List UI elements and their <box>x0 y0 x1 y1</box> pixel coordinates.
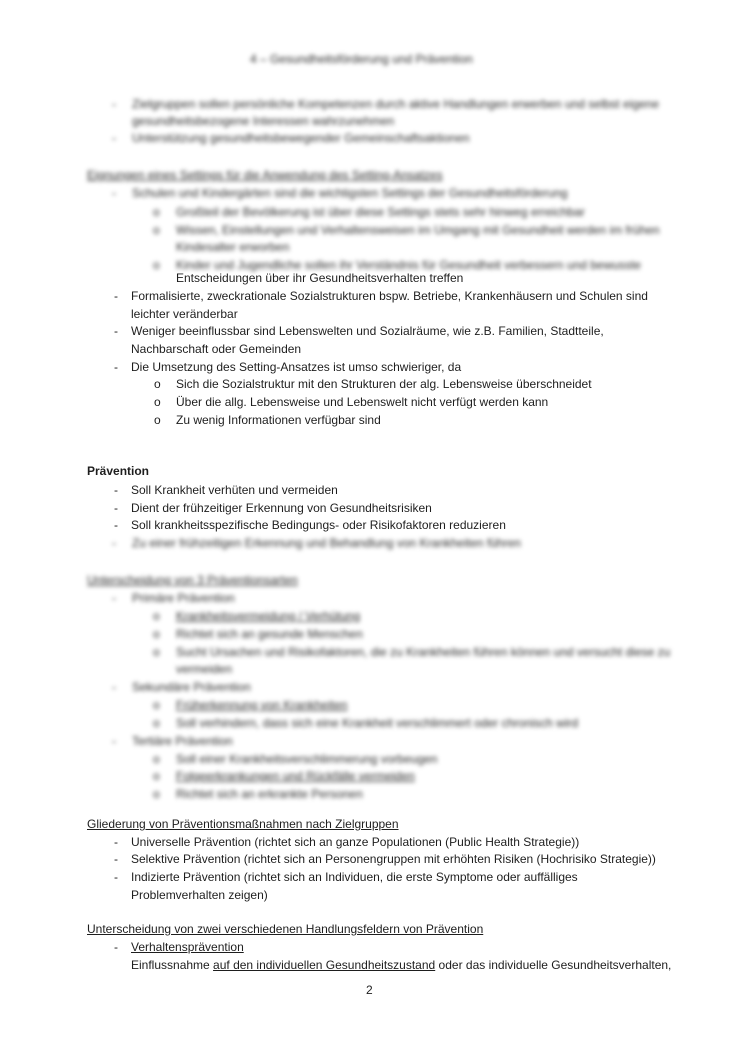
circle-bullet: o <box>153 769 160 783</box>
setting-item-4: Die Umsetzung des Setting-Ansatzes ist umso schwieriger, da <box>131 360 462 374</box>
setting-item-2: Formalisierte, zweckrationale Sozialstrukturen bspw. Betriebe, Krankenhäusern und Schulen sind <box>131 289 648 303</box>
prevention-item-2: Dient der frühzeitiger Erkennung von Gesundheitsrisiken <box>131 501 432 515</box>
circle-bullet: o <box>153 223 160 237</box>
dash-bullet: - <box>114 940 118 954</box>
setting-sub-3-cont: Entscheidungen über ihr Gesundheitsverhalten treffen <box>176 271 464 285</box>
prevention-item-4: Zu einer frühzeitigen Erkennung und Behandlung von Krankheiten führen <box>132 536 521 550</box>
behavioral-prevention-text <box>131 958 671 973</box>
primary-item-3: Sucht Ursachen und Risikofaktoren, die zu Krankheiten führen können und versucht diese zu <box>176 645 671 659</box>
dash-bullet: - <box>114 483 118 497</box>
circle-bullet: o <box>153 609 160 623</box>
dash-bullet: - <box>112 131 116 145</box>
tertiary-item-2: Folgeerkrankungen und Rückfälle vermeiden <box>176 769 415 783</box>
text-pre: Einflussnahme <box>131 958 214 972</box>
circle-bullet: o <box>153 258 160 272</box>
dash-bullet: - <box>112 97 116 111</box>
circle-bullet: o <box>153 627 160 641</box>
target-group-indicated-cont: Problemverhalten zeigen) <box>131 888 268 902</box>
intro-bullet-1: Zielgruppen sollen persönliche Kompetenzen durch aktive Handlungen erwerben und selbst eigene <box>132 97 660 111</box>
dash-bullet: - <box>114 518 118 532</box>
text-post: oder das individuelle Gesundheitsverhalten, <box>435 958 672 972</box>
secondary-item-1: Früherkennung von Krankheiten <box>176 698 348 712</box>
setting-sub-4-1: Sich die Sozialstruktur mit den Strukturen der alg. Lebensweise überschneidet <box>176 377 592 391</box>
dash-bullet: - <box>114 289 118 303</box>
circle-bullet: o <box>153 752 160 766</box>
setting-sub-2-cont: Kindesalter erworben <box>176 240 290 254</box>
dash-bullet: - <box>112 680 116 694</box>
approaches-heading: Unterscheidung von 3 Präventionsarten <box>87 573 298 587</box>
intro-bullet-2: Unterstützung gesundheitsbewegender Gemeinschaftsaktionen <box>132 131 470 145</box>
setting-item-1: Schulen und Kindergärten sind die wichtigsten Settings der Gesundheitsförderung <box>132 186 568 200</box>
circle-bullet: o <box>153 716 160 730</box>
circle-bullet: o <box>153 698 160 712</box>
dash-bullet: - <box>114 835 118 849</box>
primary-item-3-cont: vermeiden <box>176 662 233 676</box>
dash-bullet: - <box>114 501 118 515</box>
target-group-universal: Universelle Prävention (richtet sich an ganze Populationen (Public Health Strategie)) <box>131 835 580 849</box>
circle-bullet: o <box>153 645 160 659</box>
dash-bullet: - <box>112 734 116 748</box>
primary-item-1: Krankheitsvermeidung / Verhütung <box>176 609 361 623</box>
text-underlined: auf den individuellen Gesundheitszustand <box>213 958 436 972</box>
target-group-indicated: Indizierte Prävention (richtet sich an Individuen, die erste Symptome oder auffälliges <box>131 870 578 884</box>
prevention-item-3: Soll krankheitsspezifische Bedingungs- oder Risikofaktoren reduzieren <box>131 518 506 532</box>
setting-sub-4-3: Zu wenig Informationen verfügbar sind <box>176 413 381 427</box>
circle-bullet: o <box>154 377 161 391</box>
setting-sub-4-2: Über die allg. Lebensweise und Lebenswelt nicht verfügt werden kann <box>176 395 549 409</box>
circle-bullet: o <box>153 787 160 801</box>
page-title: 4 – Gesundheitsförderung und Prävention <box>250 52 473 66</box>
secondary-item-2: Soll verhindern, dass sich eine Krankheit verschlimmert oder chronisch wird <box>176 716 579 730</box>
circle-bullet: o <box>154 413 161 427</box>
circle-bullet: o <box>154 395 161 409</box>
target-group-selective: Selektive Prävention (richtet sich an Personengruppen mit erhöhten Risiken (Hochrisiko Strategie)) <box>131 852 656 866</box>
setting-heading: Eignungen eines Settings für die Anwendung des Setting-Ansatzes <box>87 168 443 182</box>
tertiary-prevention: Tertiäre Prävention <box>132 734 233 748</box>
dash-bullet: - <box>112 186 116 200</box>
dash-bullet: - <box>114 360 118 374</box>
primary-prevention: Primäre Prävention <box>132 591 235 605</box>
dash-bullet: - <box>112 591 116 605</box>
intro-bullet-1-cont: gesundheitsbezogene Interessen wahrzunehmen <box>132 114 395 128</box>
setting-sub-3: Kinder und Jugendliche sollen ihr Verständnis für Gesundheit verbessern und bewusste <box>176 258 641 272</box>
dash-bullet: - <box>112 536 116 550</box>
setting-item-2-cont: leichter veränderbar <box>131 307 238 321</box>
setting-sub-2: Wissen, Einstellungen und Verhaltensweisen im Umgang mit Gesundheit werden im frühen <box>176 223 660 237</box>
setting-sub-1: Großteil der Bevölkerung ist über diese Settings stets sehr hinweg erreichbar <box>176 205 585 219</box>
dash-bullet: - <box>114 852 118 866</box>
prevention-item-1: Soll Krankheit verhüten und vermeiden <box>131 483 338 497</box>
setting-item-3-cont: Nachbarschaft oder Gemeinden <box>131 342 302 356</box>
prevention-heading: Prävention <box>87 464 150 478</box>
primary-item-2: Richtet sich an gesunde Menschen <box>176 627 363 641</box>
setting-item-3: Weniger beeinflussbar sind Lebenswelten und Sozialräume, wie z.B. Familien, Stadtteile, <box>131 324 604 338</box>
target-groups-heading: Gliederung von Präventionsmaßnahmen nach Zielgruppen <box>87 817 399 831</box>
secondary-prevention: Sekundäre Prävention <box>132 680 251 694</box>
dash-bullet: - <box>114 324 118 338</box>
tertiary-item-3: Richtet sich an erkrankte Personen <box>176 787 363 801</box>
circle-bullet: o <box>153 205 160 219</box>
tertiary-item-1: Soll einer Krankheitsverschlimmerung vorbeugen <box>176 752 438 766</box>
behavioral-prevention: Verhaltensprävention <box>131 940 244 954</box>
fields-heading: Unterscheidung von zwei verschiedenen Handlungsfeldern von Prävention <box>87 922 484 936</box>
page-number: 2 <box>366 983 373 997</box>
dash-bullet: - <box>114 870 118 884</box>
